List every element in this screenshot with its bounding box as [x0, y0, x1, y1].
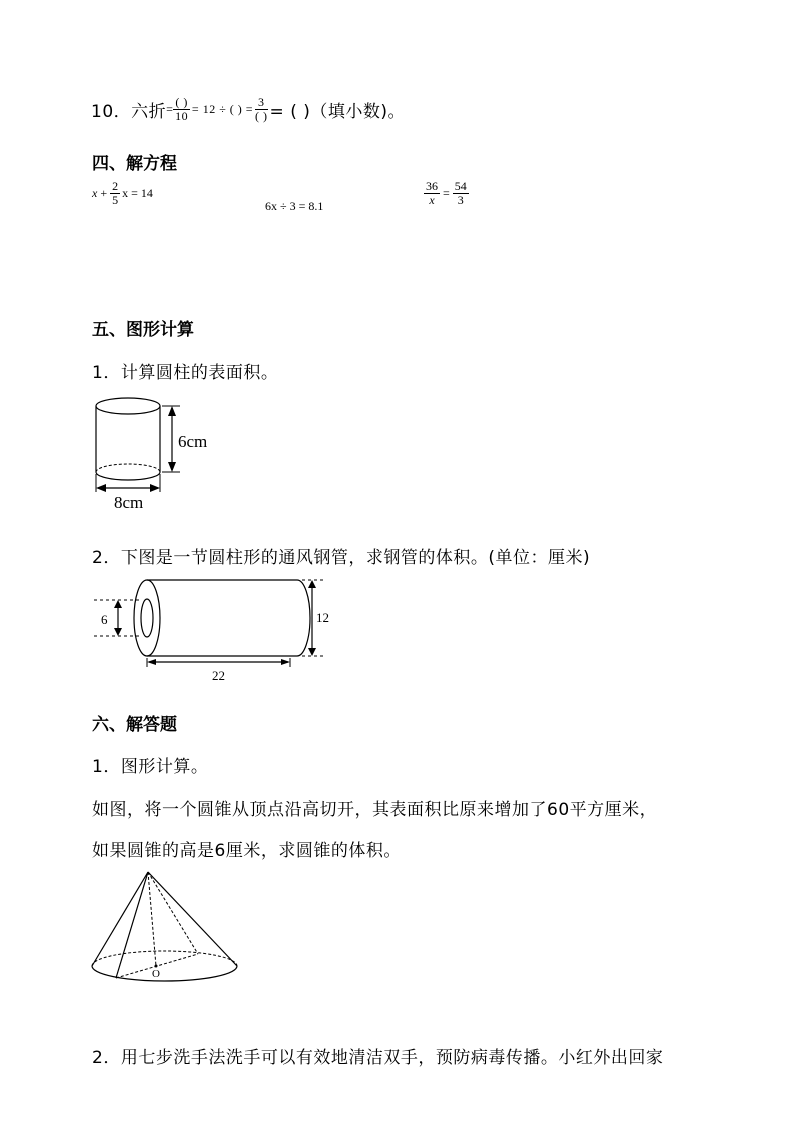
- fraction-blank-over-10: $\frac{( )}{10}$: [175, 95, 189, 123]
- pipe-length-label: 22: [212, 668, 225, 683]
- division-blank: = 12 ÷ ( ) =: [191, 102, 254, 116]
- fraction-3-over-blank: $\frac{3}{( )}$: [255, 95, 268, 123]
- equation-3: $\frac{36}{x}$ = $\frac{54}{3}$: [426, 179, 467, 207]
- section-5-question-1: 1．计算圆柱的表面积。: [92, 363, 279, 383]
- equation-2: 6x ÷ 3 = 8.1: [265, 199, 324, 213]
- equation-1: x + $\frac{2}{5}$ x = 14: [92, 179, 153, 207]
- cylinder-height-label: 6cm: [178, 432, 208, 451]
- section-6-question-1-line-1: 如图，将一个圆锥从顶点沿高切开，其表面积比原来增加了60平方厘米，: [92, 800, 658, 820]
- question-10: 10． 六折 = $\frac{( )}{10}$ = 12 ÷ ( ) = $\frac{3}{( )}$ = ( )（填小数)。: [91, 95, 405, 123]
- section-6-question-1-line-2: 如果圆锥的高是6厘米，求圆锥的体积。: [92, 841, 401, 861]
- section-5-title: 五、图形计算: [92, 320, 194, 340]
- pipe-inner-diameter-label: 6: [101, 612, 108, 627]
- cylinder-diameter-label: 8cm: [114, 493, 144, 512]
- pipe-outer-diameter-label: 12: [316, 610, 329, 625]
- section-6-question-2: 2．用七步洗手法洗手可以有效地清洁双手，预防病毒传播。小红外出回家: [92, 1048, 664, 1068]
- question-label: 六折: [131, 102, 167, 122]
- decimal-blank: = ( )（填小数)。: [269, 102, 405, 122]
- cone-center-label: O: [152, 968, 160, 980]
- question-number: 10．: [91, 102, 132, 122]
- section-5-question-2: 2．下图是一节圆柱形的通风钢管，求钢管的体积。(单位：厘米): [92, 548, 591, 568]
- section-4-title: 四、解方程: [92, 154, 177, 174]
- steel-pipe-figure: [94, 574, 344, 686]
- cone-figure: [88, 868, 248, 986]
- cylinder-figure: [90, 392, 230, 514]
- section-6-title: 六、解答题: [92, 715, 177, 735]
- section-6-question-1: 1．图形计算。: [92, 757, 209, 777]
